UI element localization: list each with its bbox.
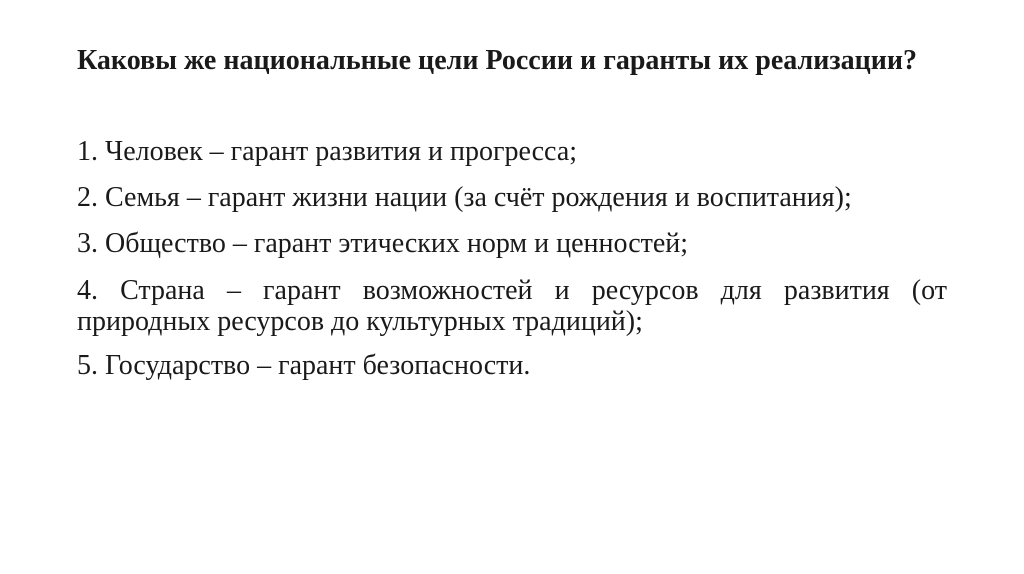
list-item-state: 5. Государство – гарант безопасности. [77,350,531,381]
list-item-country: 4. Страна – гарант возможностей и ресурсов для развития (от природных ресурсов до культурных традиций); [77,275,947,337]
list-item-family: 2. Семья – гарант жизни нации (за счёт рождения и воспитания); [77,182,852,213]
slide-title: Каковы же национальные цели России и гаранты их реализации? [77,45,918,76]
slide-content [77,44,947,381]
list-item-society: 3. Общество – гарант этических норм и ценностей; [77,228,689,259]
list-item-person: 1. Человек – гарант развития и прогресса; [77,136,578,167]
guarantors-list [77,136,947,381]
